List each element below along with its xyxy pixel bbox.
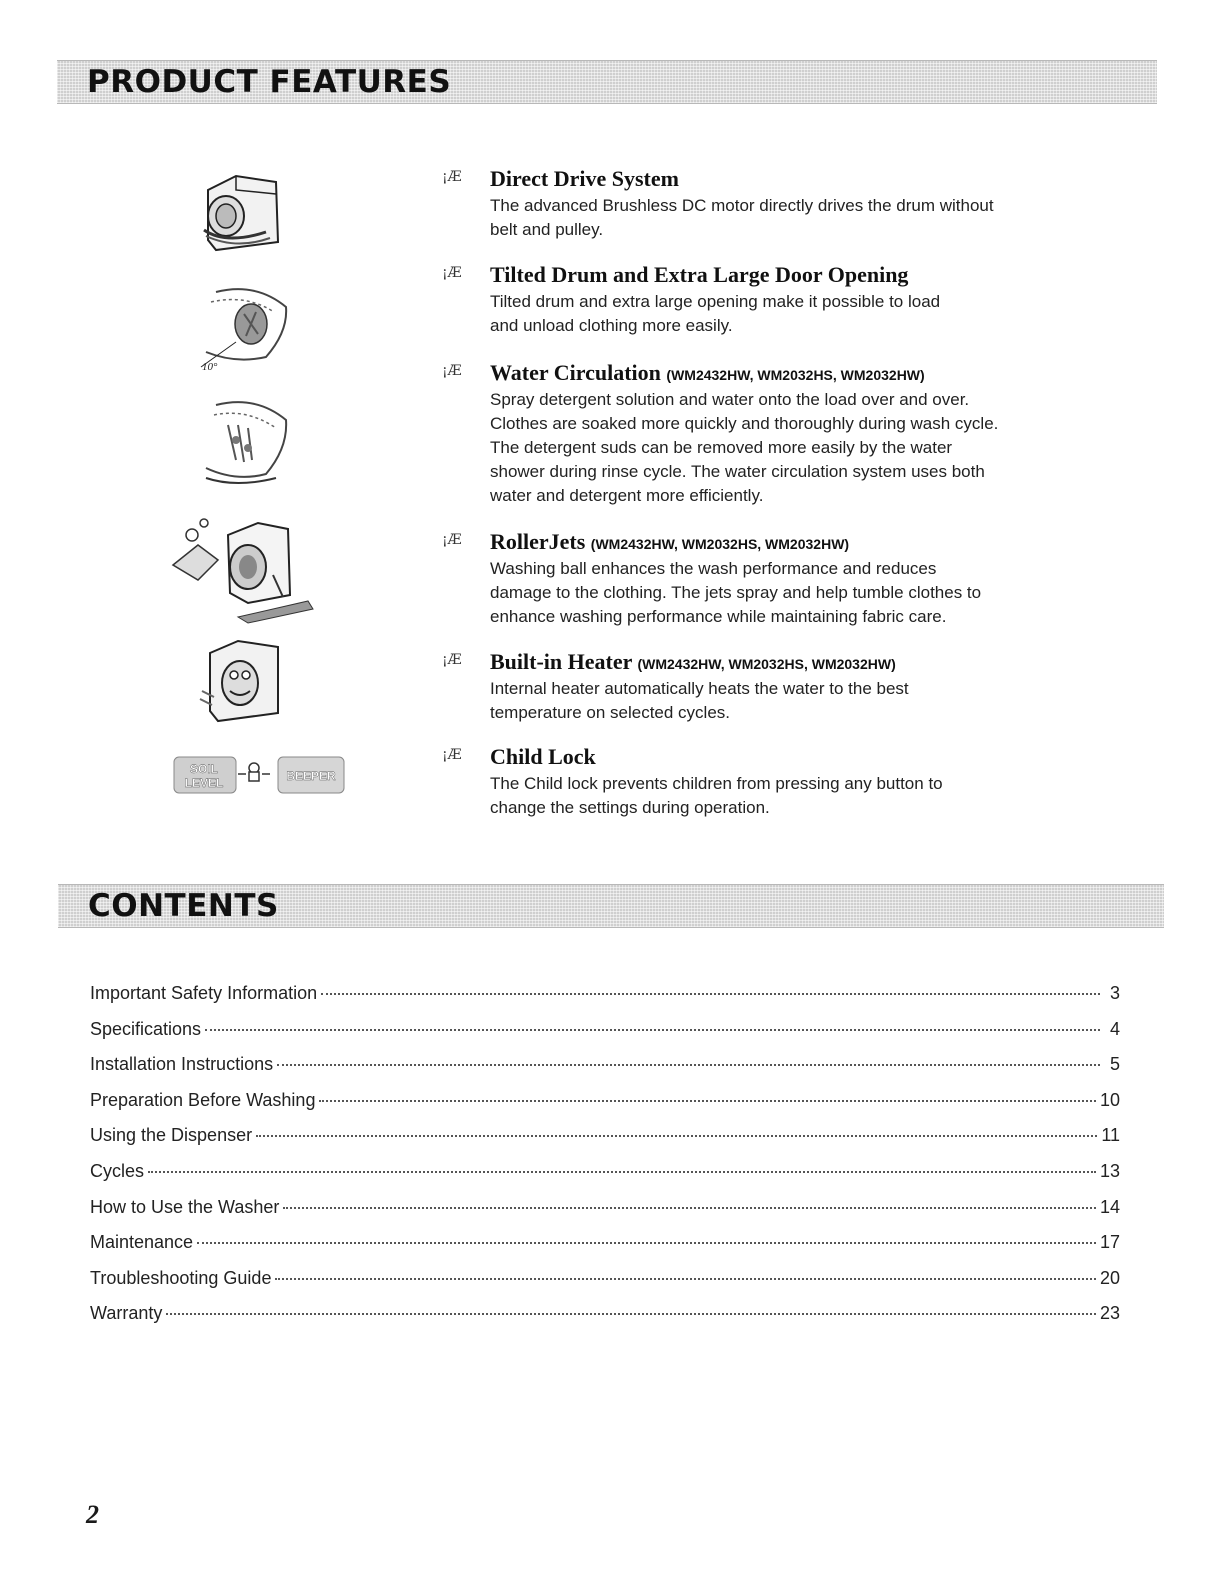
feature-description: Tilted drum and extra large opening make it possible to load and unload clothing more easily. [490,292,941,335]
toc-page-number: 13 [1099,1160,1120,1181]
washer-drive-icon [196,170,286,255]
svg-text:BEEPER: BEEPER [286,769,336,783]
toc-page-number: 14 [1099,1196,1120,1217]
toc-label: Important Safety Information [90,983,318,1003]
bullet-icon: ¡Æ [442,363,462,379]
toc-entry[interactable] [90,1125,1120,1161]
bullet-icon: ¡Æ [442,652,462,668]
bullet-icon: ¡Æ [442,265,462,281]
feature-child-lock [442,744,1162,820]
feature-title: RollerJets (WM2432HW, WM2032HS, WM2032HW) [490,529,850,554]
feature-built-in-heater [442,649,1162,725]
toc-leader [275,1278,1096,1280]
toc-label: How to Use the Washer [90,1196,280,1217]
feature-description: Spray detergent solution and water onto the load over and over. Clothes are soaked more quickly and thoroughly during wash cycle. The detergent suds can be removed more easily by the water shower during rinse cycle. The water circulation system uses both water and detergent more efficiently. [490,390,999,505]
contents-banner [58,884,1164,928]
feature-direct-drive [442,166,1162,242]
toc-page-number: 17 [1099,1232,1120,1253]
feature-description: The advanced Brushless DC motor directly drives the drum without belt and pulley. [490,196,994,239]
toc-entry[interactable] [90,1019,1120,1055]
feature-title: Water Circulation (WM2432HW, WM2032HS, WM2032HW) [490,360,925,385]
toc-page-number: 20 [1099,1267,1120,1288]
feature-title: Tilted Drum and Extra Large Door Opening [490,262,909,287]
toc-leader [205,1029,1100,1031]
product-features-title: PRODUCT FEATURES [87,64,452,100]
toc-entry[interactable] [90,1054,1120,1090]
toc-label: Using the Dispenser [90,1125,253,1146]
toc-entry[interactable] [90,1232,1120,1268]
toc-entry[interactable] [90,1090,1120,1126]
toc-page-number: 23 [1099,1303,1120,1324]
toc-entry[interactable] [90,1161,1120,1197]
feature-title: Built-in Heater (WM2432HW, WM2032HS, WM2032HW) [490,649,896,674]
toc-leader [277,1064,1100,1066]
feature-tilted-drum [442,262,1162,338]
bullet-icon: ¡Æ [442,532,462,548]
feature-title: Child Lock [490,744,596,769]
toc-label: Warranty [90,1303,163,1324]
toc-page-number: 10 [1099,1089,1120,1110]
rollerjets-icon [168,505,318,625]
water-circulation-icon [196,390,296,490]
toc-leader [166,1313,1096,1315]
toc-label: Installation Instructions [90,1054,274,1075]
table-of-contents [90,983,1120,1339]
bullet-icon: ¡Æ [442,747,462,763]
contents-title: CONTENTS [88,888,279,924]
feature-description: The Child lock prevents children from pressing any button to change the settings during operation. [490,774,943,817]
feature-description: Internal heater automatically heats the water to the best temperature on selected cycles. [490,679,909,722]
toc-leader [256,1135,1097,1137]
page-number: 2 [86,1500,99,1529]
toc-leader [283,1207,1096,1209]
bullet-icon: ¡Æ [442,169,462,185]
feature-rollerjets [442,529,1162,629]
toc-page-number: 4 [1109,1018,1120,1039]
toc-leader [148,1171,1096,1173]
toc-label: Maintenance [90,1232,194,1253]
feature-water-circulation [442,360,1162,508]
toc-page-number: 3 [1109,983,1120,1003]
product-features-banner [57,60,1157,104]
toc-label: Preparation Before Washing [90,1089,316,1110]
toc-page-number: 5 [1109,1054,1120,1075]
built-in-heater-icon [196,635,286,725]
toc-label: Cycles [90,1160,145,1181]
feature-description: Washing ball enhances the wash performance and reduces damage to the clothing. The jets spray and help tumble clothes to enhance washing performance while maintaining fabric care. [490,559,982,626]
svg-text:SOIL: SOIL [189,762,219,776]
toc-label: Specifications [90,1018,202,1039]
toc-leader [319,1100,1096,1102]
toc-entry[interactable] [90,1303,1120,1339]
toc-entry[interactable] [90,1268,1120,1304]
feature-title: Direct Drive System [490,166,679,191]
svg-text:LEVEL: LEVEL [184,776,224,790]
toc-entry[interactable] [90,1197,1120,1233]
tilted-drum-icon [196,272,296,372]
tilt-angle-label: 10° [202,361,218,372]
toc-page-number: 11 [1101,1125,1120,1146]
toc-leader [197,1242,1096,1244]
toc-leader [321,993,1100,995]
child-lock-control-icon [168,752,348,800]
toc-label: Troubleshooting Guide [90,1267,272,1288]
toc-entry[interactable] [90,983,1120,1019]
